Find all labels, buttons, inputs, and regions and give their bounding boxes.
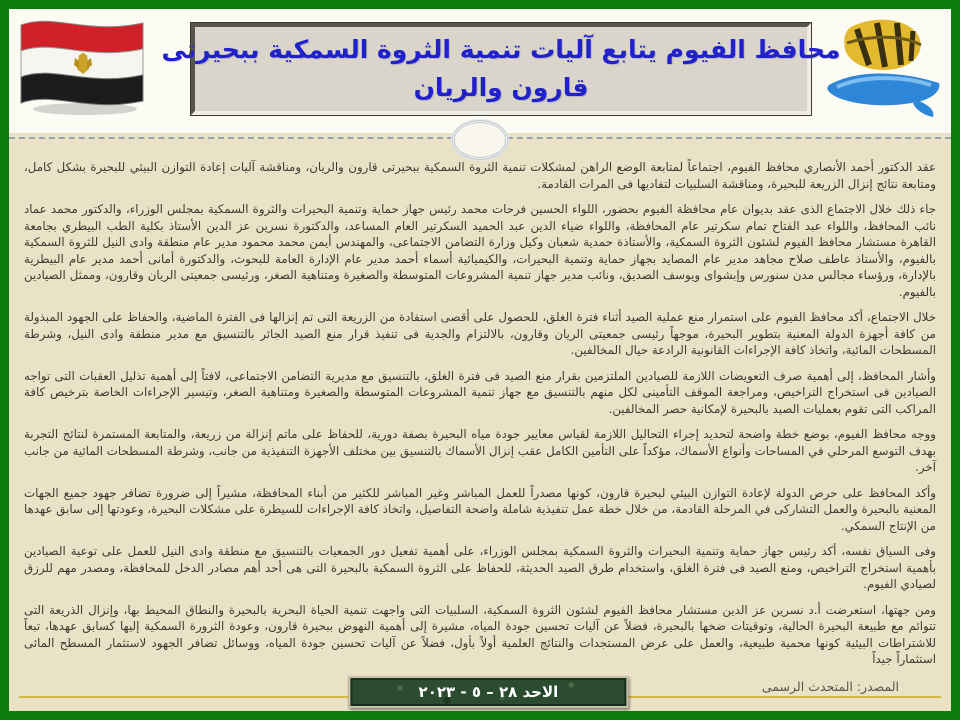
page-title-line-1: محافظ الفيوم يتابع آليات تنمية الثروة السمكية ببحيرتى (161, 35, 841, 64)
paragraph-6: وأكد المحافظ على حرص الدولة لإعادة التوازن البيئي لبحيرة قارون، كونها مصدراً للعمل المباشر وغير المباشر للكثير من أبناء المحافظة، مشيراً إلى ضرورة تضافر جهود جميع الجهات المعنية بالبحيرة والعمل التشاركى في المرحلة القادمة، من خلال خطة عمل تنفيذية شاملة واضحة التفاصيل، واتخاذ كافة الإجراءات للسيطرة على مشكلات البحيرة، وعودتها إلى سابق عهدها من الإنتاج السمكي. (24, 485, 936, 533)
paragraph-5: ووجه محافظ الفيوم، بوضع خطة واضحة لتحديد إجراء التحاليل اللازمة لقياس معايير جودة مياه البحيرة بصفة دورية، للحفاظ على ماتم إنزالة من زريعة، والمتابعة المستمرة لنتائج التجربة بهدف التوسع المرحلي في المساحات وأنواع الأسماك، مؤكداً على التأمين الكامل عقب إنزال الأسماك بالتنسيق بين مختلف الأجهزة التنفيذية من جانب، وشرطة المسطحات المائية من جانب آخر. (24, 427, 936, 474)
governorate-logo-icon (823, 13, 945, 121)
divider-line (9, 137, 951, 139)
egypt-flag-image (13, 11, 153, 119)
source-label: المصدر: المتحدث الرسمى (761, 679, 899, 694)
page-title-line-2: قارون والريان (413, 73, 589, 102)
egypt-flag-icon (13, 11, 153, 119)
date-text: الاحد ٢٨ – ٥ - ٢٠٢٣ (418, 683, 559, 701)
paragraph-1: عقد الدكتور أحمد الأنصاري محافظ الفيوم، اجتماعاً لمتابعة الوضع الراهن لمشكلات تنمية الثروة السمكية ببحيرتى قارون والريان، ومناقشة آليات إعادة التوازن البيئي للبحيرة بشكل كامل، ومتابعة نتائج إنزال الزريعة للبحيرة، ومناقشة السلبيات لتفاديها فى المرات القادمة. (24, 160, 936, 191)
paragraph-7: وفى السياق نفسه، أكد رئيس جهاز حماية وتنمية البحيرات والثروة السمكية بمجلس الوزراء، على أهمية تفعيل دور الجمعيات بالتنسيق مع منطقة وادى النيل للعمل على توعية الصيادين بأهمية استخراج التراخيص، ومنع الصيد فى فترة الغلق، واستخدام طرق الصيد الحديثة، للحفاظ على الثروة السمكية بالبحيرة التى هى أحد أهم مصادر الدخل للمحافظة، ومصدر مهم للرزق لصيادي الفيوم. (24, 544, 936, 591)
header-band (9, 9, 951, 133)
article-body (18, 151, 942, 671)
paragraph-4: وأشار المحافظ، إلى أهمية صرف التعويضات اللازمة للصيادين الملتزمين بقرار منع الصيد فى فترة الغلق، بالتنسيق مع مديرية التضامن الاجتماعى، لافتاً إلى أهمية تذليل العقبات التى تواجه الصيادين فى استخراج التراخيص، ومراجعة الموقف التأمينى لكل منهم بالتنسيق مع جهاز تنمية المشروعات المتوسطة والصغيرة ومتناهية الصغر، وتيسير الإجراءات الخاصة بترخيص كافة المراكب التى تقوم بعمليات الصيد بالبحيرة لإمكانية حصر المخالفين. (24, 368, 936, 416)
date-badge (348, 676, 628, 708)
paragraph-2: جاء ذلك خلال الاجتماع الذى عقد بديوان عام محافظة الفيوم بحضور، اللواء الحسين فرحات محمد رئيس جهاز حماية وتنمية البحيرات والثروة السمكية بمجلس الوزراء، والدكتور محمد عماد نائب المحافظ، واللواء عبد الفتاح تمام سكرتير عام المحافظة، واللواء ضياء الدين عبد الحميد السكرتير العام المساعد، والدكتورة نسرين عز الدين الأستاذ بكلية الطب البيطري بجامعة القاهرة مستشار محافظ الفيوم لشئون الثروة السمكية، والأستاذة حمدية شعبان وكيل وزارة التضامن الاجتماعى، والمهندس أيمن محمد محمود مدير عام منطقة وادى النيل للثروة السمكية بالفيوم، والأستاذ عاطف صلاح مجاهد مدير عام المصايد بجهاز حماية وتنمية البحيرات، والكيميائية أسماء أحمد مدير عام الإدارة العامة للبحوث، والدكتورة أمانى أحمد مدير عام البيطرية بالإدارة، ورؤساء مجالس مدن سنورس وإبشواى ويوسف الصديق، ونائب مدير جهاز تنمية المشروعات المتوسطة والصغيرة ومتناهية الصغر، ورئيسى جمعيتى الريان وقارون، وممثل الصيادين بالفيوم. (24, 202, 936, 299)
paragraph-8: ومن جهتها، استعرضت أ.د نسرين عز الدين مستشار محافظ الفيوم لشئون الثروة السمكية، السلبيات التى واجهت تنمية الحياة البحرية بالبحيرة والنطاق المحيط بها، وإنزال الذريعة التى تتوائم مع طبيعة البحيرة الحالية، وتوقيتات ضخها بالبحيرة، فضلاً عن آليات تحسين جودة المياه، مشيرة إلى أهمية النهوض ببحيرة قارون، وعودة الثرورة السمكية إليها كسابق عهدها، تبعاً للاشتراطات البيئية كونها محمية طبيعية، والعمل على عرض المستجدات والنتائج العلمية أولاً بأول، فضلاً عن آليات تحسين جودة المياه، ووسائل تضافر الجهود لاستثمار المسطح المائى استثماراً جيداً (24, 602, 936, 666)
paragraph-3: خلال الاجتماع، أكد محافظ الفيوم على استمرار منع عملية الصيد أثناء فترة الغلق، للحصول على أقصى استفادة من الزريعة التى تم إنزالها فى الفترة الماضية، والحفاظ على الجهود المبذولة من كافة أجهزة الدولة المعنية بتطوير البحيرة، موجهاً رئيسى جمعيتى الريان وقارون، بالالتزام والجدية فى تنفيذ قرار منع الصيد الجائر بالتنسيق مع مدير منطقة وادى النيل، وشرطة المسطحات المائية، واتخاذ كافة الإجراءات القانونية الرادعة حيال المخالفين. (24, 310, 936, 357)
fayoum-governorate-logo (823, 13, 945, 121)
title-box (161, 23, 841, 115)
